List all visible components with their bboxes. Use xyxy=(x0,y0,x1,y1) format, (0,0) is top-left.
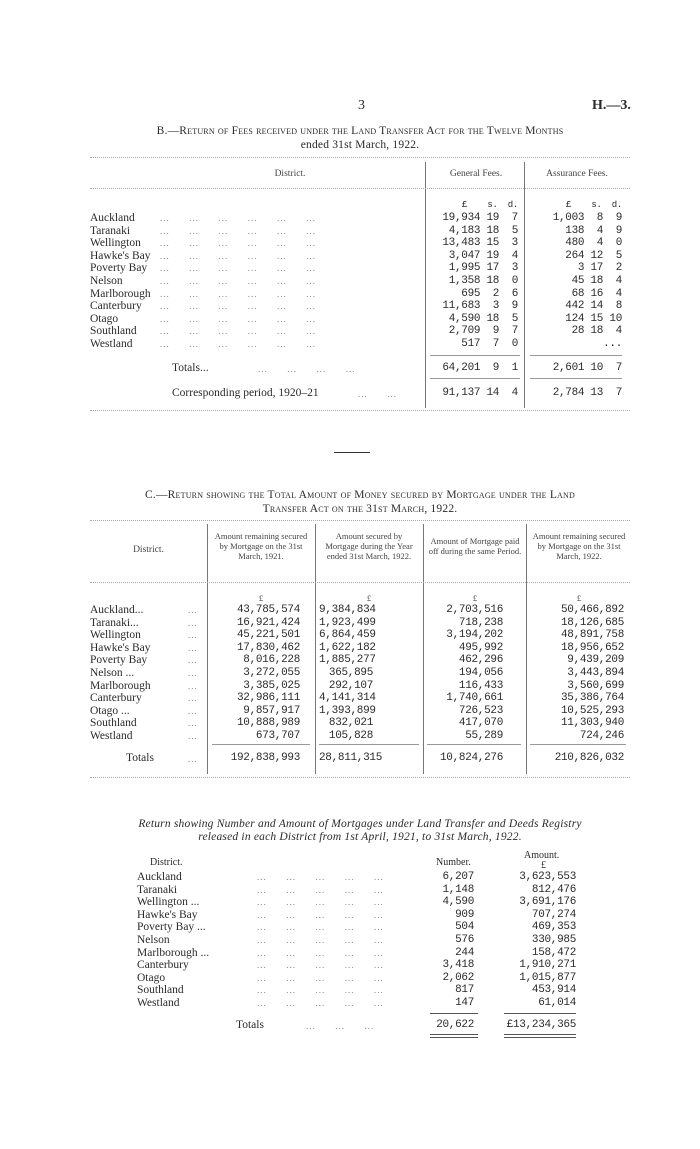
mortgage-number: 2,062 xyxy=(442,971,474,984)
table-row xyxy=(90,629,630,642)
table-b-col-district: District. xyxy=(274,169,306,179)
amount-paid-off: 718,238 xyxy=(458,616,503,629)
table-row xyxy=(137,984,577,997)
district-name: Hawke's Bay xyxy=(90,249,151,262)
table-c-pound-4: £ xyxy=(576,593,582,603)
district-name: Marlborough xyxy=(90,287,151,300)
amount-secured: 1,885,277 xyxy=(319,654,376,667)
amount-paid-off: 1,740,661 xyxy=(446,692,503,705)
assurance-fee: 480 4 0 xyxy=(565,237,622,250)
district-name: Nelson xyxy=(137,933,170,946)
amount-paid-off: 116,433 xyxy=(458,679,503,692)
leader-dots: ... xyxy=(188,693,198,704)
amount-1921: 9,857,917 xyxy=(243,704,300,717)
table-c-totals-label: Totals xyxy=(126,752,154,764)
district-name: Marlborough ... xyxy=(137,946,210,959)
table-row xyxy=(90,717,630,730)
mortgage-number: 576 xyxy=(455,933,474,946)
mortgage-number: 909 xyxy=(455,908,474,921)
mortgage-amount: 3,691,176 xyxy=(519,896,576,909)
table-c-col1: Amount remaining secured by Mortgage on the 31st March, 1921. xyxy=(214,531,308,561)
mortgage-amount: 707,274 xyxy=(531,908,576,921)
table-c-title-line2: Transfer Act on the 31st March, 1922. xyxy=(262,503,458,515)
leader-dots: ... xyxy=(188,617,198,628)
table-b-general-currency: £ s. d. xyxy=(461,200,518,210)
table-c-col3: Amount of Mortgage paid off during the same Period. xyxy=(428,536,522,556)
table-c-pound-1: £ xyxy=(258,593,264,603)
leader-dots: ... xyxy=(188,718,198,729)
leader-dots: ... ... ... ... ... ... xyxy=(160,288,316,299)
assurance-fee: 138 4 9 xyxy=(565,224,622,237)
table-row xyxy=(90,642,630,655)
district-name: Canterbury xyxy=(90,692,142,705)
general-fee: 11,683 3 9 xyxy=(442,300,518,313)
district-name: Otago xyxy=(90,312,119,325)
amount-1921: 45,221,501 xyxy=(236,629,300,642)
district-name: Westland xyxy=(137,996,180,1009)
mortgage-number: 817 xyxy=(455,984,474,997)
mortgage-number: 6,207 xyxy=(442,871,474,883)
amount-1922: 35,386,764 xyxy=(560,692,624,705)
assurance-fee: 124 15 10 xyxy=(565,312,622,325)
table-b-totals-general: 64,201 9 1 xyxy=(442,362,518,374)
district-name: Poverty Bay xyxy=(90,654,148,667)
table-row xyxy=(90,237,630,250)
district-name: Otago ... xyxy=(90,704,130,717)
table-row xyxy=(90,225,630,238)
table-row xyxy=(90,680,630,693)
amount-secured: 292,107 xyxy=(328,679,373,692)
mortgage-number: 244 xyxy=(455,946,474,959)
table-row xyxy=(137,959,577,972)
amount-1921: 17,830,462 xyxy=(236,641,300,654)
amount-1922: 48,891,758 xyxy=(560,629,624,642)
table-c-totals-b: 28,811,315 xyxy=(319,752,383,764)
amount-secured: 4,141,314 xyxy=(319,692,376,705)
table-b-title-line2: ended 31st March, 1922. xyxy=(300,139,420,151)
table-b-totals-assurance: 2,601 10 7 xyxy=(552,362,622,374)
amount-1921: 3,272,055 xyxy=(243,666,300,679)
mortgage-amount: 61,014 xyxy=(538,996,576,1009)
general-fee: 3,047 19 4 xyxy=(448,249,518,262)
mortgage-number: 504 xyxy=(455,921,474,934)
table-d-col-district: District. xyxy=(150,857,183,868)
table-row xyxy=(90,667,630,680)
table-row xyxy=(137,921,577,934)
mortgage-number: 3,418 xyxy=(442,959,474,972)
amount-1922: 3,443,894 xyxy=(567,666,624,679)
amount-1922: 18,956,652 xyxy=(560,641,624,654)
district-name: Auckland xyxy=(137,871,182,883)
table-c-pound-2: £ xyxy=(366,593,372,603)
district-name: Southland xyxy=(90,325,137,338)
district-name: Taranaki... xyxy=(90,616,139,629)
district-name: Poverty Bay ... xyxy=(137,921,206,934)
table-c-rows xyxy=(90,604,630,743)
district-name: Auckland... xyxy=(90,604,144,616)
leader-dots: ... ... ... ... ... xyxy=(257,972,384,983)
mortgage-amount: 1,910,271 xyxy=(519,959,576,972)
table-row xyxy=(90,338,630,351)
table-row xyxy=(137,972,577,985)
table-row xyxy=(90,325,630,338)
table-row xyxy=(90,288,630,301)
assurance-fee: 68 16 4 xyxy=(571,287,622,300)
amount-1921: 43,785,574 xyxy=(236,604,300,616)
table-row xyxy=(137,947,577,960)
table-row xyxy=(137,871,577,884)
leader-dots: ... ... ... ... ... ... xyxy=(160,275,316,286)
leader-dots: ... ... ... ... ... xyxy=(257,985,384,996)
leader-dots: ... ... ... ... ... ... xyxy=(160,238,316,249)
assurance-fee: 3 17 2 xyxy=(577,262,622,275)
amount-1922: 9,439,209 xyxy=(567,654,624,667)
district-name: Westland xyxy=(90,337,133,350)
general-fee: 4,183 18 5 xyxy=(448,224,518,237)
table-row xyxy=(90,262,630,275)
amount-secured: 1,622,182 xyxy=(319,641,376,654)
district-name: Hawke's Bay xyxy=(90,641,151,654)
district-name: Canterbury xyxy=(137,959,189,972)
district-name: Wellington xyxy=(90,629,141,642)
document-reference: H.—3. xyxy=(592,98,631,113)
table-b-corr-assurance: 2,784 13 7 xyxy=(552,387,622,399)
table-c-col4: Amount remaining secured by Mortgage on the 31st March, 1922. xyxy=(532,531,626,561)
table-d-title-line2: released in each District from 1st April, 1921, to 31st March, 1922. xyxy=(198,831,522,843)
general-fee: 695 2 6 xyxy=(461,287,518,300)
assurance-fee: 45 18 4 xyxy=(571,274,622,287)
table-d-rows xyxy=(137,871,577,1010)
table-b-title-line1: B.—Return of Fees received under the Land Transfer Act for the Twelve Months xyxy=(156,125,564,137)
district-name: Wellington ... xyxy=(137,896,200,909)
table-c-col-district: District. xyxy=(133,545,164,555)
amount-secured: 1,393,899 xyxy=(319,704,376,717)
amount-1921: 8,016,228 xyxy=(243,654,300,667)
amount-secured: 832,021 xyxy=(328,717,373,730)
page-number: 3 xyxy=(358,98,365,113)
leader-dots: ... ... ... ... ... xyxy=(257,872,384,882)
assurance-fee: 28 18 4 xyxy=(571,325,622,338)
mortgage-amount: 330,985 xyxy=(531,933,576,946)
table-c-totals-d: 210,826,032 xyxy=(554,752,624,764)
leader-dots: ... ... ... ... ... ... xyxy=(160,225,316,236)
table-row xyxy=(90,313,630,326)
leader-dots: ... ... ... ... ... xyxy=(257,960,384,971)
mortgage-number: 1,148 xyxy=(442,883,474,896)
leader-dots: ... xyxy=(188,655,198,666)
table-c-totals-a: 192,838,993 xyxy=(230,752,300,764)
amount-paid-off: 417,070 xyxy=(458,717,503,730)
leader-dots: ... xyxy=(188,680,198,691)
assurance-fee: 442 14 8 xyxy=(565,300,622,313)
district-name: Poverty Bay xyxy=(90,262,148,275)
mortgage-amount: 812,476 xyxy=(531,883,576,896)
district-name: Canterbury xyxy=(90,300,142,313)
amount-paid-off: 55,289 xyxy=(465,729,503,742)
amount-secured: 6,864,459 xyxy=(319,629,376,642)
leader-dots: ... xyxy=(188,630,198,641)
table-d-totals-amount: £13,234,365 xyxy=(506,1019,576,1031)
district-name: Taranaki xyxy=(90,224,131,237)
table-row xyxy=(90,705,630,718)
amount-1922: 50,466,892 xyxy=(560,604,624,616)
leader-dots: ... ... ... ... ... ... xyxy=(160,301,316,312)
general-fee: 517 7 0 xyxy=(461,337,518,350)
table-d-col-number: Number. xyxy=(436,857,471,868)
table-row xyxy=(90,275,630,288)
table-row xyxy=(90,250,630,263)
district-name: Otago xyxy=(137,971,166,984)
general-fee: 2,709 9 7 xyxy=(448,325,518,338)
amount-1922: 11,303,940 xyxy=(560,717,624,730)
mortgage-number: 4,590 xyxy=(442,896,474,909)
amount-secured: 9,384,834 xyxy=(319,604,376,616)
amount-1921: 10,888,989 xyxy=(236,717,300,730)
amount-paid-off: 2,703,516 xyxy=(446,604,503,616)
table-b-corr-general: 91,137 14 4 xyxy=(442,387,518,399)
leader-dots: ... ... ... ... ... xyxy=(257,997,384,1008)
leader-dots: ... ... ... ... ... xyxy=(257,947,384,958)
amount-1921: 673,707 xyxy=(255,729,300,742)
table-row xyxy=(137,896,577,909)
mortgage-number: 147 xyxy=(455,996,474,1009)
district-name: Wellington xyxy=(90,237,141,250)
leader-dots: ... ... ... ... ... ... xyxy=(160,313,316,324)
table-c-title-line1: C.—Return showing the Total Amount of Money secured by Mortgage under the Land xyxy=(145,489,575,501)
table-b-assurance-currency: £ s. d. xyxy=(565,200,622,210)
leader-dots: ... ... ... ... ... ... xyxy=(160,326,316,337)
mortgage-amount: 1,015,877 xyxy=(519,971,576,984)
table-c-totals-c: 10,824,276 xyxy=(439,752,503,764)
district-name: Taranaki xyxy=(137,883,178,896)
table-row xyxy=(90,212,630,225)
amount-1922: 10,525,293 xyxy=(560,704,624,717)
amount-1921: 3,385,025 xyxy=(243,679,300,692)
leader-dots: ... xyxy=(188,730,198,741)
general-fee: 1,995 17 3 xyxy=(448,262,518,275)
district-name: Nelson xyxy=(90,274,123,287)
table-row xyxy=(90,300,630,313)
table-row xyxy=(90,730,630,743)
leader-dots: ... ... ... ... ... ... xyxy=(160,250,316,261)
general-fee: 13,483 15 3 xyxy=(442,237,518,250)
assurance-fee: 264 12 5 xyxy=(565,249,622,262)
district-name: Marlborough xyxy=(90,679,151,692)
general-fee: 19,934 19 7 xyxy=(442,212,518,224)
leader-dots: ... ... ... ... ... xyxy=(257,897,384,908)
table-row xyxy=(90,604,630,617)
table-b-col-assurance: Assurance Fees. xyxy=(546,169,608,179)
amount-1921: 16,921,424 xyxy=(236,616,300,629)
leader-dots: ... xyxy=(188,642,198,653)
table-row xyxy=(90,654,630,667)
district-name: Westland xyxy=(90,729,133,742)
table-row xyxy=(90,692,630,705)
table-b-col-general: General Fees. xyxy=(449,169,503,179)
table-c-pound-3: £ xyxy=(472,593,478,603)
amount-secured: 1,923,499 xyxy=(319,616,376,629)
leader-dots: ... xyxy=(188,705,198,716)
table-b-rows xyxy=(90,212,630,351)
amount-secured: 105,828 xyxy=(328,729,373,742)
table-b-totals-label: Totals... xyxy=(172,362,209,374)
mortgage-amount: 469,353 xyxy=(531,921,576,934)
mortgage-amount: 3,623,553 xyxy=(519,871,576,883)
table-c-col2: Amount secured by Mortgage during the Year ended 31st March, 1922. xyxy=(325,531,413,561)
table-row xyxy=(137,997,577,1010)
assurance-fee: 1,003 8 9 xyxy=(552,212,622,224)
mortgage-amount: 158,472 xyxy=(531,946,576,959)
table-row xyxy=(137,884,577,897)
leader-dots: ... ... ... ... ... ... xyxy=(160,338,316,349)
table-d-pound: £ xyxy=(541,860,546,871)
district-name: Nelson ... xyxy=(90,666,135,679)
leader-dots: ... xyxy=(188,667,198,678)
leader-dots: ... ... ... ... ... ... xyxy=(160,263,316,274)
table-d-totals-number: 20,622 xyxy=(436,1019,474,1031)
amount-paid-off: 726,523 xyxy=(458,704,503,717)
general-fee: 1,358 18 0 xyxy=(448,274,518,287)
leader-dots: ... xyxy=(188,605,198,615)
assurance-fee: ... xyxy=(603,337,622,350)
amount-1921: 32,986,111 xyxy=(236,692,300,705)
amount-paid-off: 194,056 xyxy=(458,666,503,679)
table-row xyxy=(137,934,577,947)
amount-paid-off: 495,992 xyxy=(458,641,503,654)
general-fee: 4,590 18 5 xyxy=(448,312,518,325)
leader-dots: ... ... ... ... ... xyxy=(257,934,384,945)
table-row xyxy=(137,909,577,922)
district-name: Southland xyxy=(137,984,184,997)
leader-dots: ... ... ... ... ... xyxy=(257,884,384,895)
leader-dots: ... ... ... ... ... xyxy=(257,922,384,933)
table-d-totals-label: Totals xyxy=(236,1019,264,1031)
table-d-col-amount: Amount. xyxy=(524,850,560,861)
table-b-corr-label: Corresponding period, 1920–21 xyxy=(172,387,319,399)
amount-secured: 365,895 xyxy=(328,666,373,679)
amount-1922: 18,126,685 xyxy=(560,616,624,629)
mortgage-amount: 453,914 xyxy=(531,984,576,997)
table-d-title-line1: Return showing Number and Amount of Mortgages under Land Transfer and Deeds Registry xyxy=(138,818,582,830)
leader-dots: ... ... ... ... ... xyxy=(257,909,384,920)
table-row xyxy=(90,617,630,630)
amount-1922: 724,246 xyxy=(579,729,624,742)
amount-paid-off: 3,194,202 xyxy=(446,629,503,642)
district-name: Auckland xyxy=(90,212,135,224)
district-name: Southland xyxy=(90,717,137,730)
district-name: Hawke's Bay xyxy=(137,908,198,921)
leader-dots: ... ... ... ... ... ... xyxy=(160,213,316,223)
section-divider xyxy=(334,452,370,453)
amount-1922: 3,560,699 xyxy=(567,679,624,692)
amount-paid-off: 462,296 xyxy=(458,654,503,667)
